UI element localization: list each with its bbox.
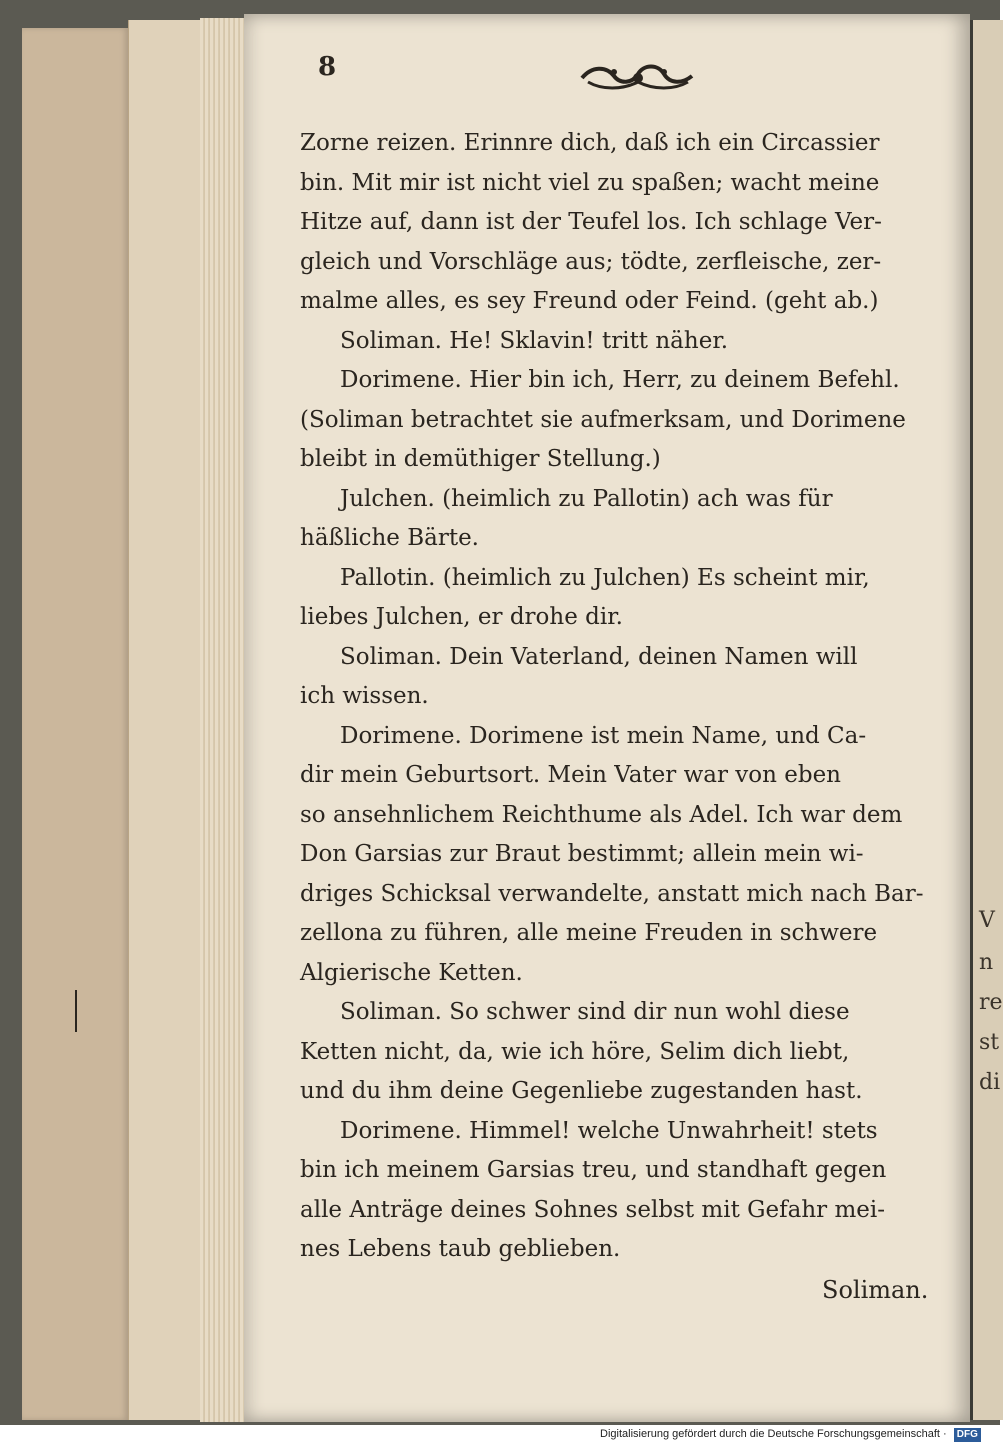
text-line: zellona zu führen, alle meine Freuden in schwere	[300, 920, 878, 946]
cover-mark	[75, 990, 77, 1032]
text-line: so ansehnlichem Reichthume als Adel. Ich war dem	[300, 801, 903, 828]
page-text	[300, 124, 960, 1270]
text-line: malme alles, es sey Freund oder Feind. (geht ab.)	[300, 288, 879, 314]
book-endpaper	[128, 20, 209, 1420]
catchword: Soliman.	[822, 1276, 929, 1304]
text-line: Zorne reizen. Erinnre dich, daß ich ein Circassier	[300, 130, 880, 156]
dfg-logo-icon: DFG	[954, 1428, 981, 1442]
book-cover-left	[22, 28, 128, 1420]
footer-text: Digitalisierung gefördert durch die Deutsche Forschungsgemeinschaft	[600, 1428, 940, 1440]
text-line: alle Anträge deines Sohnes selbst mit Gefahr mei-	[300, 1196, 885, 1223]
footer-credit: Digitalisierung gefördert durch die Deutsche Forschungsgemeinschaft · DFG	[600, 1425, 1000, 1443]
text-line: Hitze auf, dann ist der Teufel los. Ich schlage Ver-	[300, 209, 882, 235]
next-page-fragment: di	[979, 1070, 1001, 1095]
text-line: und du ihm deine Gegenliebe zugestanden hast.	[300, 1078, 863, 1104]
text-line: gleich und Vorschläge aus; tödte, zerfleische, zer-	[300, 248, 882, 275]
text-line: ich wissen.	[300, 683, 429, 709]
next-page-fragment: n	[979, 950, 994, 975]
page-edges	[200, 18, 246, 1422]
text-line: Ketten nicht, da, wie ich höre, Selim dich liebt,	[300, 1038, 850, 1065]
text-line: Soliman. So schwer sind dir nun wohl diese	[340, 999, 850, 1025]
text-line: driges Schicksal verwandelte, anstatt mich nach Bar-	[300, 880, 924, 907]
text-line: häßliche Bärte.	[300, 525, 479, 551]
text-line: Soliman. He! Sklavin! tritt näher.	[340, 327, 729, 354]
page-number: 8	[318, 52, 337, 82]
text-line: Soliman. Dein Vaterland, deinen Namen will	[340, 643, 858, 670]
text-line: Don Garsias zur Braut bestimmt; allein mein wi-	[300, 841, 864, 867]
ornament-icon	[578, 58, 698, 98]
next-page-fragment: re	[979, 990, 1003, 1015]
text-line: (Soliman betrachtet sie aufmerksam, und Dorimene	[300, 406, 906, 433]
text-line: Dorimene. Dorimene ist mein Name, und Ca-	[340, 722, 867, 749]
text-line: bin. Mit mir ist nicht viel zu spaßen; wacht meine	[300, 169, 880, 196]
text-line: dir mein Geburtsort. Mein Vater war von eben	[300, 762, 841, 788]
next-page-strip	[970, 20, 1003, 1420]
next-page-fragment: st	[979, 1030, 1000, 1055]
text-line: liebes Julchen, er drohe dir.	[300, 604, 623, 630]
text-line: Algierische Ketten.	[300, 959, 523, 986]
text-line: nes Lebens taub geblieben.	[300, 1236, 621, 1262]
text-line: bleibt in demüthiger Stellung.)	[300, 446, 661, 472]
text-line: bin ich meinem Garsias treu, und standhaft gegen	[300, 1157, 887, 1183]
next-page-fragment: V	[979, 908, 995, 933]
text-line: Dorimene. Himmel! welche Unwahrheit! stets	[340, 1117, 878, 1144]
text-line: Dorimene. Hier bin ich, Herr, zu deinem Befehl.	[340, 367, 900, 393]
text-line: Julchen. (heimlich zu Pallotin) ach was für	[340, 485, 833, 512]
text-line: Pallotin. (heimlich zu Julchen) Es scheint mir,	[340, 564, 870, 591]
